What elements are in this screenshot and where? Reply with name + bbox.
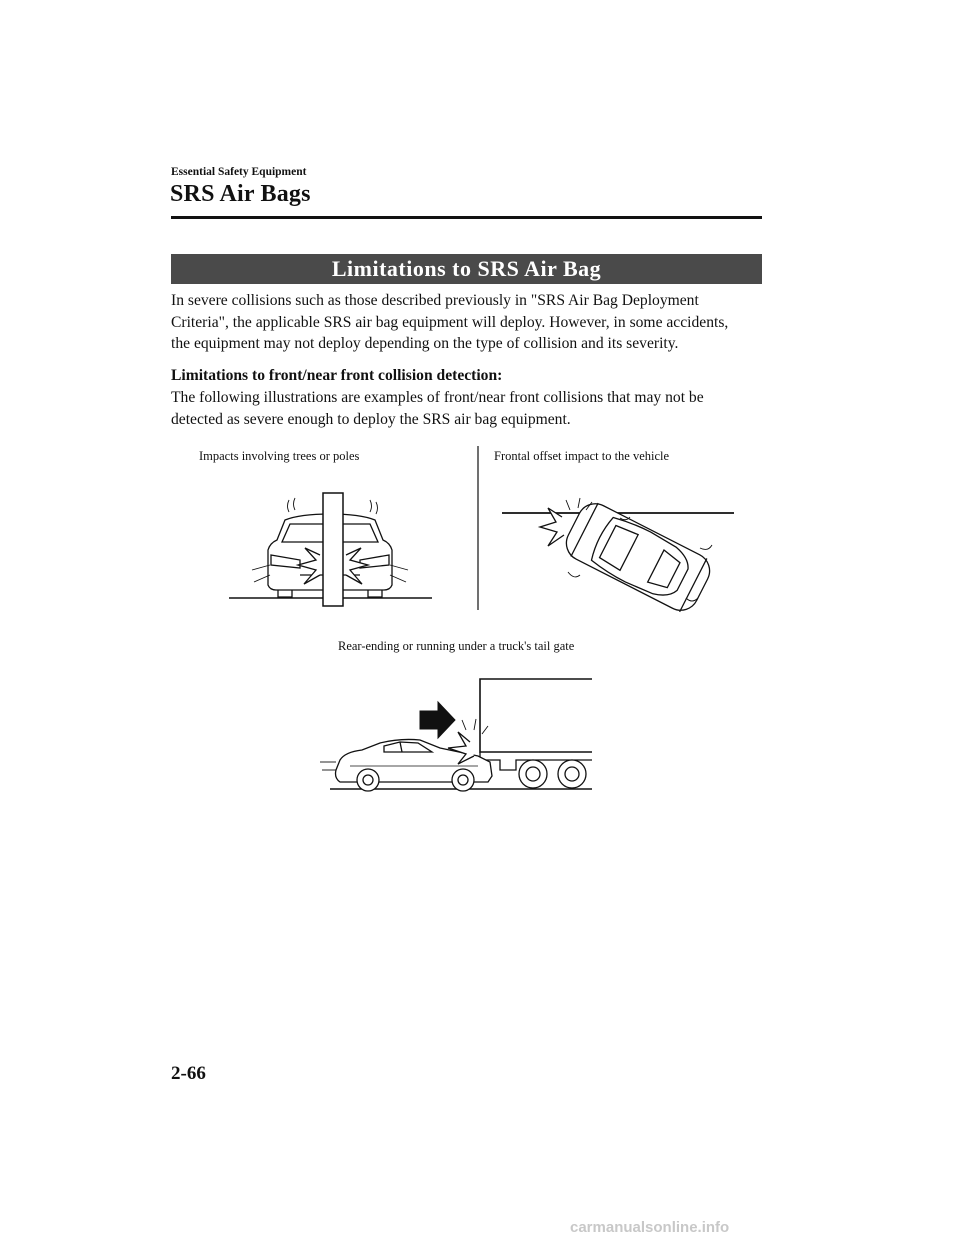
subheading: Limitations to front/near front collision detection: [171, 367, 503, 384]
intro-paragraph [171, 290, 766, 355]
intro-line: Criteria", the applicable SRS air bag equipment will deploy. However, in some accidents, [171, 313, 729, 331]
body-line: detected as severe enough to deploy the SRS air bag equipment. [171, 410, 571, 428]
page-number: 2-66 [171, 1063, 206, 1084]
section-label: Essential Safety Equipment [171, 166, 307, 178]
illustration-caption-pole: Impacts involving trees or poles [199, 449, 360, 463]
illustration-caption-truck: Rear-ending or running under a truck's tail gate [338, 639, 575, 653]
watermark: carmanualsonline.info [570, 1219, 730, 1236]
intro-line: In severe collisions such as those described previously in "SRS Air Bag Deployment [171, 292, 699, 309]
section-banner: Limitations to SRS Air Bag [171, 254, 762, 284]
intro-line: the equipment may not deploy depending on the type of collision and its severity. [171, 335, 679, 352]
body-paragraph [171, 387, 766, 430]
body-line: The following illustrations are examples of front/near front collisions that may not be [171, 389, 704, 406]
illustration-caption-offset: Frontal offset impact to the vehicle [494, 449, 670, 463]
page-title: SRS Air Bags [170, 181, 311, 207]
title-rule [171, 216, 762, 219]
